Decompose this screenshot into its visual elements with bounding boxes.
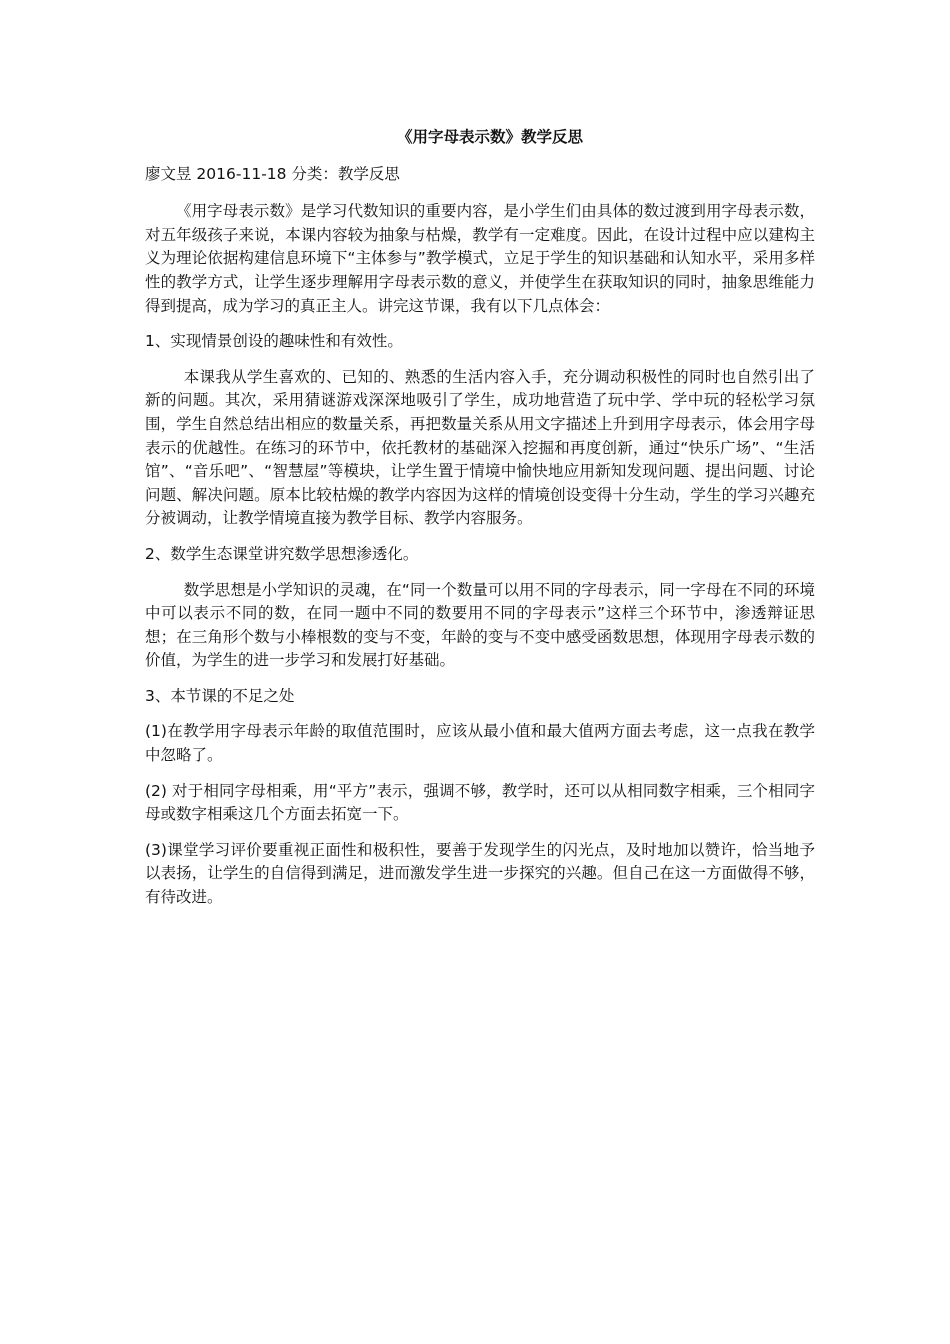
section-1-paragraph: 本课我从学生喜欢的、已知的、熟悉的生活内容入手，充分调动积极性的同时也自然引出了新的问题。其次，采用猜谜游戏深深地吸引了学生，成功地营造了玩中学、学中玩的轻松学习氛围，学生自然总结出相应的数量关系，再把数量关系从用文字描述上升到用字母表示，体会用字母表示的优越性。在练习的环节中，依托教材的基础深入挖掘和再度创新，通过“快乐广场”、“生活馆”、“音乐吧”、“智慧屋”等模块，让学生置于情境中愉快地应用新知发现问题、提出问题、讨论问题、解决问题。原本比较枯燥的教学内容因为这样的情境创设变得十分生动，学生的学习兴趣充分被调动，让教学情境直接为教学目标、教学内容服务。 (145, 367, 815, 528)
shortcoming-2: (2) 对于相同字母相乘，用“平方”表示，强调不够，教学时，还可以从相同数字相乘，三个相同字母或数字相乘这几个方面去拓宽一下。 (145, 781, 815, 824)
section-2-heading: 2、数学生态课堂讲究数学思想渗透化。 (145, 544, 419, 563)
section-3-heading: 3、本节课的不足之处 (145, 686, 295, 705)
shortcoming-3: (3)课堂学习评价要重视正面性和极积性，要善于发现学生的闪光点，及时地加以赞许，恰当地予以表扬，让学生的自信得到满足，进而激发学生进一步探究的兴趣。但自己在这一方面做得不够，有待改进。 (145, 840, 815, 907)
shortcoming-1: (1)在教学用字母表示年龄的取值范围时，应该从最小值和最大值两方面去考虑，这一点我在教学中忽略了。 (145, 722, 815, 765)
document-body (145, 126, 815, 922)
intro-paragraph: 《用字母表示数》是学习代数知识的重要内容，是小学生们由具体的数过渡到用字母表示数，对五年级孩子来说，本课内容较为抽象与枯燥，教学有一定难度。因此，在设计过程中应以建构主义为理论依据构建信息环境下“主体参与”教学模式，立足于学生的知识基础和认知水平，采用多样性的教学方式，让学生逐步理解用字母表示数的意义，并使学生在获取知识的同时，抽象思维能力得到提高，成为学习的真正主人。讲完这节课，我有以下几点体会： (145, 202, 815, 315)
section-1-heading: 1、实现情景创设的趣味性和有效性。 (145, 332, 403, 351)
section-2-paragraph: 数学思想是小学知识的灵魂，在“同一个数量可以用不同的字母表示，同一字母在不同的环境中可以表示不同的数，在同一题中不同的数要用不同的字母表示”这样三个环节中，渗透辩证思想；在三角形个数与小棒根数的变与不变，年龄的变与不变中感受函数思想，体现用字母表示数的价值，为学生的进一步学习和发展打好基础。 (145, 580, 815, 670)
author-date-category: 廖文昱 2016-11-18 分类：教学反思 (145, 164, 400, 183)
document-title: 《用字母表示数》教学反思 (396, 128, 583, 146)
